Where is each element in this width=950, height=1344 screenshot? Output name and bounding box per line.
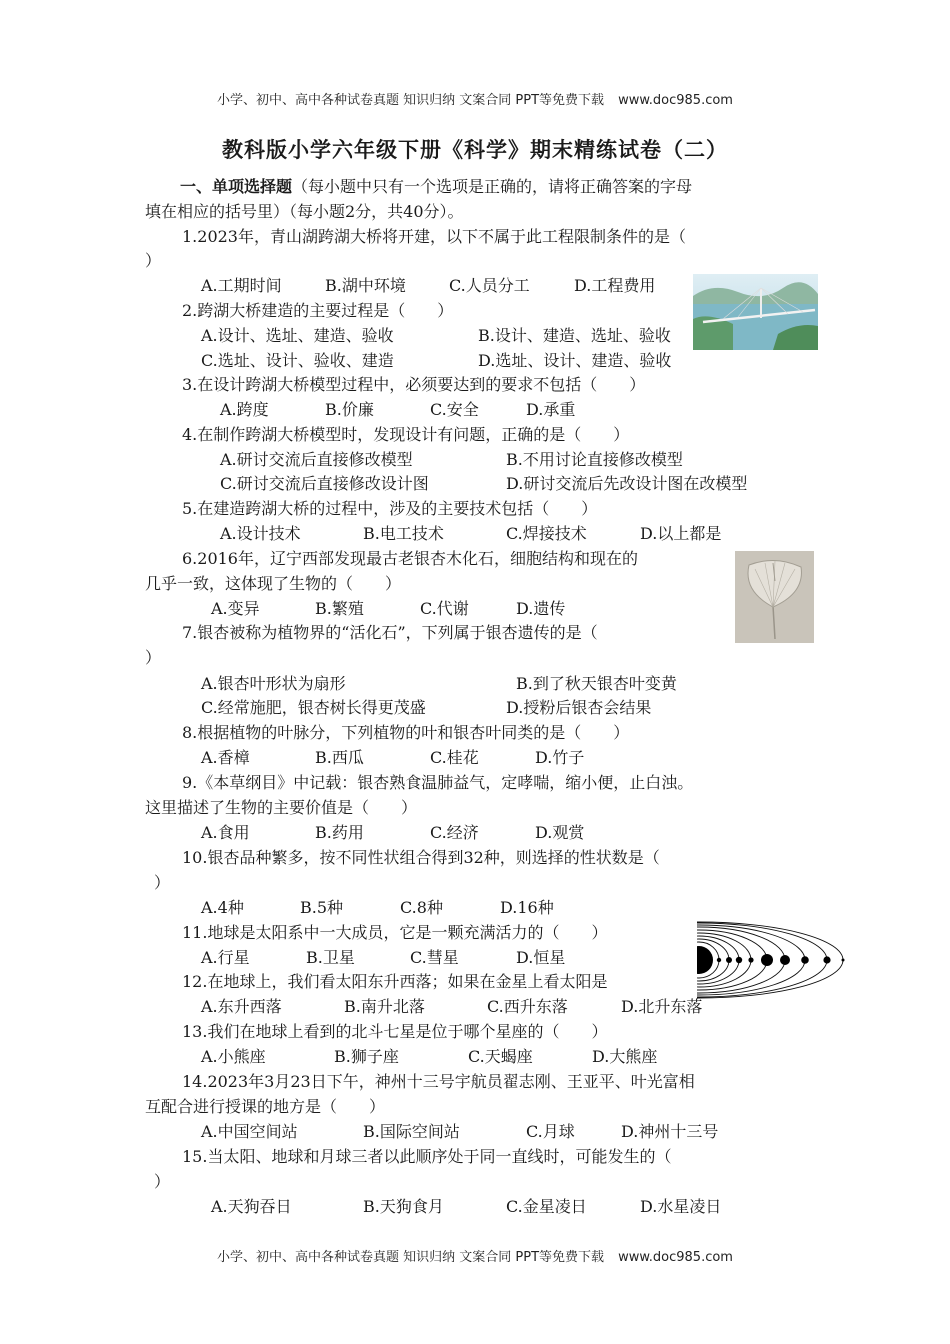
option[interactable]: C.天蝎座 — [468, 1047, 533, 1066]
option[interactable]: D.以上都是 — [640, 524, 722, 543]
option[interactable]: C.研讨交流后直接修改设计图 — [220, 474, 429, 493]
option[interactable]: B.卫星 — [306, 948, 355, 967]
option[interactable]: D.恒星 — [516, 948, 566, 967]
option[interactable]: B.国际空间站 — [363, 1122, 460, 1141]
option[interactable]: D.遗传 — [516, 599, 566, 618]
option[interactable]: B.药用 — [315, 823, 364, 842]
option[interactable]: B.西瓜 — [315, 748, 364, 767]
bridge-photo — [693, 274, 818, 350]
header-url[interactable]: www.doc985.com — [618, 93, 733, 108]
option[interactable]: B.天狗食月 — [363, 1197, 444, 1216]
option[interactable]: A.设计技术 — [220, 524, 301, 543]
option[interactable]: C.人员分工 — [449, 276, 530, 295]
option[interactable]: A.小熊座 — [201, 1047, 266, 1066]
footer-url[interactable]: www.doc985.com — [618, 1250, 733, 1265]
section-heading: 一、单项选择题 — [180, 177, 293, 196]
option[interactable]: C.经济 — [430, 823, 479, 842]
page-title: 教科版小学六年级下册《科学》期末精练试卷（二） — [222, 138, 728, 162]
option[interactable]: C.安全 — [430, 400, 479, 419]
option[interactable]: D.观赏 — [535, 823, 585, 842]
header-text: 小学、初中、高中各种试卷真题 知识归纳 文案合同 PPT等免费下载 — [217, 93, 605, 108]
option[interactable]: B.价廉 — [325, 400, 374, 419]
question-7-cont: ） — [145, 648, 162, 667]
ginkgo-fossil-photo — [735, 551, 814, 643]
option[interactable]: D.工程费用 — [574, 276, 656, 295]
option[interactable]: A.银杏叶形状为扇形 — [201, 674, 346, 693]
option[interactable]: D.神州十三号 — [621, 1122, 719, 1141]
question-4: 4.在制作跨湖大桥模型时，发现设计有问题，正确的是（ ） — [182, 425, 630, 444]
option[interactable]: C.彗星 — [410, 948, 459, 967]
option[interactable]: C.选址、设计、验收、建造 — [201, 351, 394, 370]
question-14-cont: 互配合进行授课的地方是（ ） — [145, 1097, 386, 1116]
question-8: 8.根据植物的叶脉分，下列植物的叶和银杏叶同类的是（ ） — [182, 723, 630, 742]
option[interactable]: B.狮子座 — [334, 1047, 399, 1066]
question-2: 2.跨湖大桥建造的主要过程是（ ） — [182, 301, 454, 320]
option[interactable]: D.承重 — [526, 400, 576, 419]
option[interactable]: A.食用 — [201, 823, 250, 842]
option[interactable]: A.4种 — [201, 898, 244, 917]
question-15-cont: ） — [154, 1172, 171, 1191]
option[interactable]: A.工期时间 — [201, 276, 282, 295]
solar-system-diagram — [697, 921, 845, 999]
question-14: 14.2023年3月23日下午，神州十三号宇航员翟志刚、王亚平、叶光富相 — [182, 1072, 695, 1091]
option[interactable]: D.大熊座 — [592, 1047, 658, 1066]
option[interactable]: A.研讨交流后直接修改模型 — [220, 450, 413, 469]
option[interactable]: C.经常施肥，银杏树长得更茂盛 — [201, 698, 426, 717]
footer-text: 小学、初中、高中各种试卷真题 知识归纳 文案合同 PPT等免费下载 — [217, 1250, 605, 1265]
section-instruction — [180, 176, 692, 198]
question-10-cont: ） — [154, 873, 171, 892]
option[interactable]: C.代谢 — [420, 599, 469, 618]
page-footer — [0, 1246, 950, 1265]
option[interactable]: A.变异 — [211, 599, 260, 618]
option[interactable]: D.水星凌日 — [640, 1197, 722, 1216]
option[interactable]: B.湖中环境 — [325, 276, 406, 295]
question-3: 3.在设计跨湖大桥模型过程中，必须要达到的要求不包括（ ） — [182, 375, 646, 394]
option[interactable]: D.授粉后银杏会结果 — [506, 698, 652, 717]
option[interactable]: A.天狗吞日 — [211, 1197, 292, 1216]
option[interactable]: C.焊接技术 — [506, 524, 587, 543]
question-1: 1.2023年，青山湖跨湖大桥将开建，以下不属于此工程限制条件的是（ — [182, 227, 686, 246]
option[interactable]: C.西升东落 — [487, 997, 568, 1016]
question-10: 10.银杏品种繁多，按不同性状组合得到32种，则选择的性状数是（ — [182, 848, 660, 867]
question-5: 5.在建造跨湖大桥的过程中，涉及的主要技术包括（ ） — [182, 499, 598, 518]
option[interactable]: B.繁殖 — [315, 599, 364, 618]
option[interactable]: C.桂花 — [430, 748, 479, 767]
option[interactable]: D.竹子 — [535, 748, 585, 767]
option[interactable]: A.中国空间站 — [201, 1122, 298, 1141]
option[interactable]: C.金星凌日 — [506, 1197, 587, 1216]
option[interactable]: B.南升北落 — [344, 997, 425, 1016]
option[interactable]: D.16种 — [500, 898, 554, 917]
option[interactable]: C.月球 — [526, 1122, 575, 1141]
instruction-text-1: （每小题中只有一个选项是正确的，请将正确答案的字母 — [292, 177, 693, 196]
question-6: 6.2016年，辽宁西部发现最古老银杏木化石，细胞结构和现在的 — [182, 549, 638, 568]
option[interactable]: A.东升西落 — [201, 997, 282, 1016]
option[interactable]: B.设计、建造、选址、验收 — [478, 326, 671, 345]
option[interactable]: A.跨度 — [220, 400, 269, 419]
question-12: 12.在地球上，我们看太阳东升西落；如果在金星上看太阳是 — [182, 972, 608, 991]
option[interactable]: B.不用讨论直接修改模型 — [506, 450, 683, 469]
option[interactable]: A.设计、选址、建造、验收 — [201, 326, 394, 345]
question-6-cont: 几乎一致，这体现了生物的（ ） — [145, 574, 402, 593]
question-9: 9.《本草纲目》中记载：银杏熟食温肺益气，定哮喘，缩小便，止白浊。 — [182, 773, 694, 792]
question-7: 7.银杏被称为植物界的“活化石”，下列属于银杏遗传的是（ — [182, 623, 598, 642]
option[interactable]: A.行星 — [201, 948, 250, 967]
option[interactable]: B.到了秋天银杏叶变黄 — [516, 674, 677, 693]
question-15: 15.当太阳、地球和月球三者以此顺序处于同一直线时，可能发生的（ — [182, 1147, 672, 1166]
question-13: 13.我们在地球上看到的北斗七星是位于哪个星座的（ ） — [182, 1022, 608, 1041]
page-header — [0, 89, 950, 108]
option[interactable]: D.北升东落 — [621, 997, 703, 1016]
question-11: 11.地球是太阳系中一大成员，它是一颗充满活力的（ ） — [182, 923, 608, 942]
instruction-text-2: 填在相应的括号里）（每小题2分，共40分）。 — [145, 202, 464, 221]
option[interactable]: C.8种 — [400, 898, 443, 917]
option[interactable]: D.研讨交流后先改设计图在改模型 — [506, 474, 748, 493]
option[interactable]: B.电工技术 — [363, 524, 444, 543]
question-1-cont: ） — [145, 251, 162, 270]
option[interactable]: A.香樟 — [201, 748, 250, 767]
question-9-cont: 这里描述了生物的主要价值是（ ） — [145, 798, 418, 817]
option[interactable]: D.选址、设计、建造、验收 — [478, 351, 672, 370]
option[interactable]: B.5种 — [300, 898, 344, 917]
